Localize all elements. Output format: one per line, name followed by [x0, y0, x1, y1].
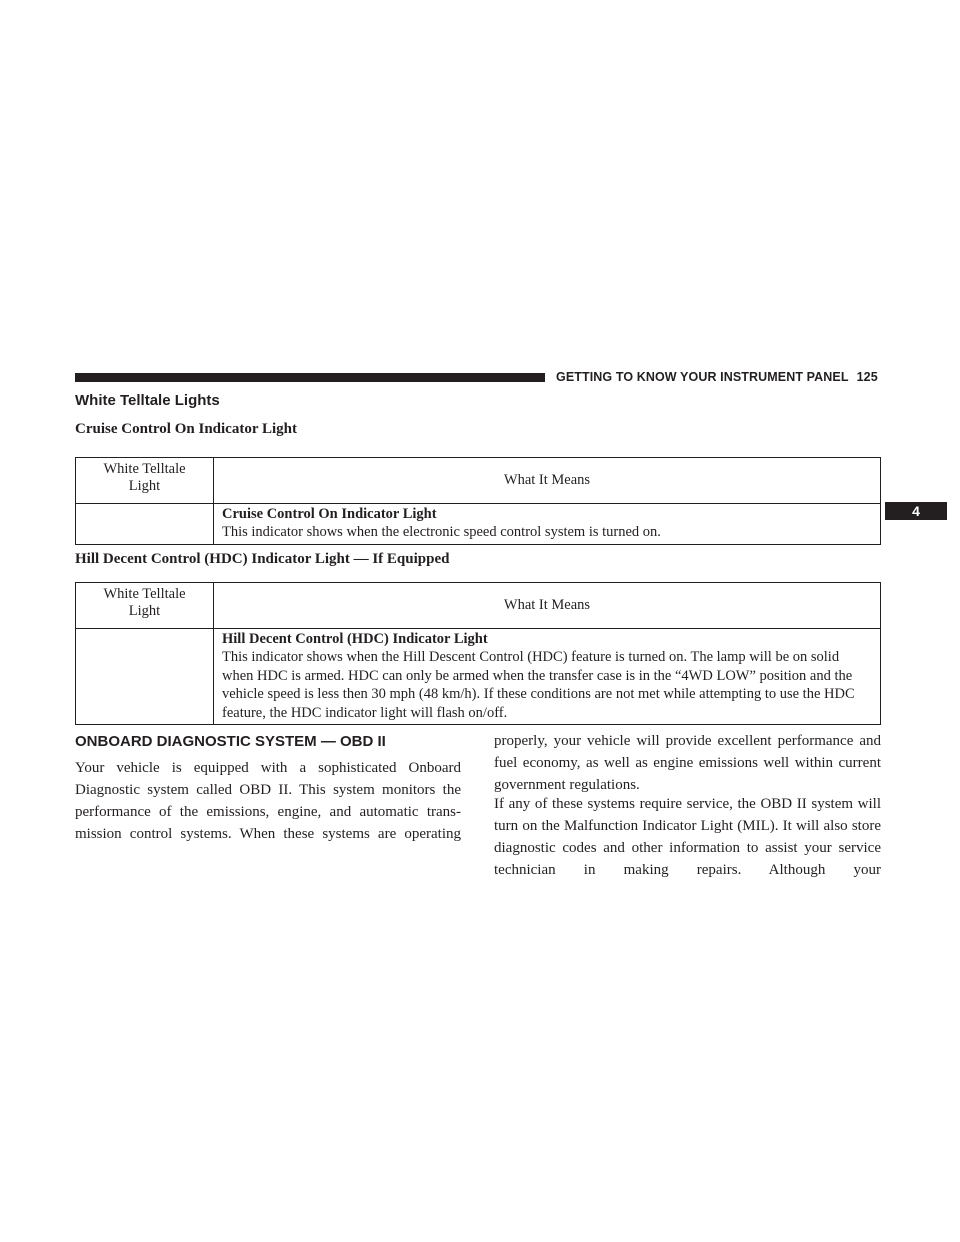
telltale-table-cruise: [75, 457, 881, 545]
table-header-row: [76, 583, 881, 629]
col-header-telltale: White Telltale Light: [76, 458, 214, 504]
table-header-row: [76, 458, 881, 504]
table-row: [76, 504, 881, 545]
meaning-cell: [214, 504, 881, 545]
obd-paragraph-1: Your vehicle is equipped with a sophisticated Onboard Diagnostic system called OBD II. This system monitors the performance of the emissions, engine, and automatic trans- mission control systems. When these systems are operating: [75, 760, 461, 842]
telltale-icon-cell: [76, 504, 214, 545]
table-row: [76, 629, 881, 725]
header-section-title: GETTING TO KNOW YOUR INSTRUMENT PANEL: [556, 370, 849, 384]
obd-heading: ONBOARD DIAGNOSTIC SYSTEM — OBD II: [75, 733, 386, 750]
table-subtitle-cruise: Cruise Control On Indicator Light: [75, 421, 297, 437]
col-header-meaning: What It Means: [214, 583, 881, 629]
obd-paragraph-2: properly, your vehicle will provide excellent performance and fuel economy, as well as engine emissions well within current government regulations.: [494, 733, 881, 793]
telltale-table-hdc: [75, 582, 881, 725]
chapter-tab: 4: [885, 502, 947, 520]
telltale-icon-cell: [76, 629, 214, 725]
running-header: [556, 370, 878, 384]
col-header-meaning: What It Means: [214, 458, 881, 504]
page-number: 125: [856, 370, 878, 384]
obd-paragraph-3: If any of these systems require service, the OBD II system will turn on the Malfunction Indicator Light (MIL). It will also store diagnostic codes and other information to assist your service technician in making repairs. Although your: [494, 796, 881, 878]
table-subtitle-hdc: Hill Decent Control (HDC) Indicator Light — If Equipped: [75, 551, 450, 567]
col-header-telltale: White Telltale Light: [76, 583, 214, 629]
header-rule: [75, 373, 545, 382]
meaning-cell: [214, 629, 881, 725]
indicator-title: Cruise Control On Indicator Light: [222, 506, 437, 522]
section-title: White Telltale Lights: [75, 392, 220, 409]
indicator-title: Hill Decent Control (HDC) Indicator Light: [222, 631, 488, 647]
indicator-description: This indicator shows when the Hill Descent Control (HDC) feature is turned on. The lamp will be on solid when HDC is armed. HDC can only be armed when the transfer case is in the “4WD LOW” position and the vehicle speed is less then 30 mph (48 km/h). If these conditions are not met while attempting to use the HDC feature, the HDC indicator light will flash on/off.: [222, 649, 855, 721]
indicator-description: This indicator shows when the electronic speed control system is turned on.: [222, 524, 661, 541]
